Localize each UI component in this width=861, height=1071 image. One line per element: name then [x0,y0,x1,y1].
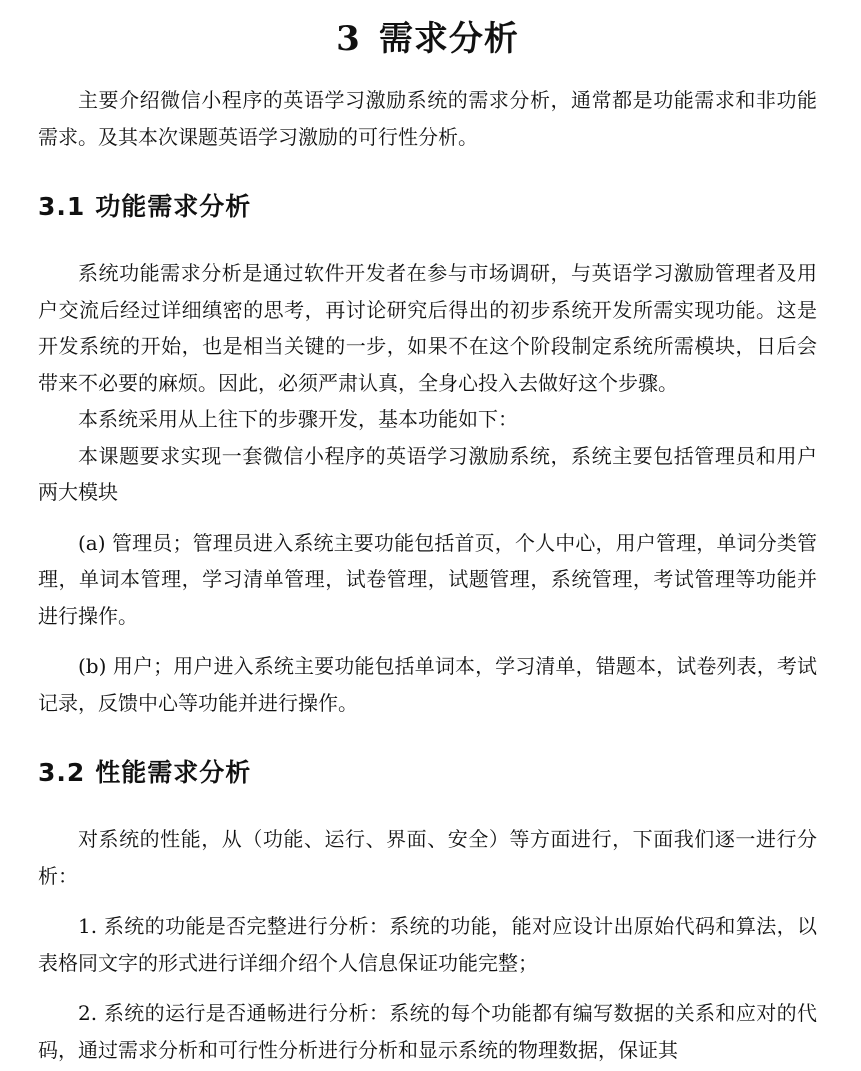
section-number: 3.1 [38,192,86,221]
body-paragraph: 本课题要求实现一套微信小程序的英语学习激励系统，系统主要包括管理员和用户两大模块 [38,443,817,504]
list-item-user: (b) 用户；用户进入系统主要功能包括单词本，学习清单，错题本，试卷列表，考试记录，反馈中心等功能并进行操作。 [38,654,817,715]
list-item-admin: (a) 管理员；管理员进入系统主要功能包括首页，个人中心，用户管理，单词分类管理，单词本管理，学习清单管理，试卷管理，试题管理，系统管理，考试管理等功能并进行操作。 [38,530,817,628]
body-paragraph: 系统功能需求分析是通过软件开发者在参与市场调研，与英语学习激励管理者及用户交流后经过详细缜密的思考，再讨论研究后得出的初步系统开发所需实现功能。这是开发系统的开始，也是相当关键的一步，如果不在这个阶段制定系统所需模块，日后会带来不必要的麻烦。因此，必须严肃认真，全身心投入去做好这个步骤。 [38,261,817,395]
intro-paragraph: 主要介绍微信小程序的英语学习激励系统的需求分析，通常都是功能需求和非功能需求。及其本次课题英语学习激励的可行性分析。 [38,88,817,149]
section-title-text: 功能需求分析 [95,192,252,221]
list-item-function: 1. 系统的功能是否完整进行分析：系统的功能，能对应设计出原始代码和算法，以表格同文字的形式进行详细介绍个人信息保证功能完整； [38,914,817,975]
body-paragraph: 对系统的性能，从（功能、运行、界面、安全）等方面进行，下面我们逐一进行分析： [38,827,817,888]
list-item-operation: 2. 系统的运行是否通畅进行分析：系统的每个功能都有编写数据的关系和应对的代码，通过需求分析和可行性分析进行分析和显示系统的物理数据，保证其 [38,1001,817,1062]
section-heading-3-1 [38,189,817,225]
section-number: 3.2 [38,758,86,787]
chapter-title [38,10,817,68]
body-paragraph: 本系统采用从上往下的步骤开发，基本功能如下： [78,407,518,431]
section-heading-3-2 [38,755,817,791]
section-title-text: 性能需求分析 [95,758,252,787]
chapter-title-text: 需求分析 [378,19,519,59]
chapter-number: 3 [336,19,361,59]
